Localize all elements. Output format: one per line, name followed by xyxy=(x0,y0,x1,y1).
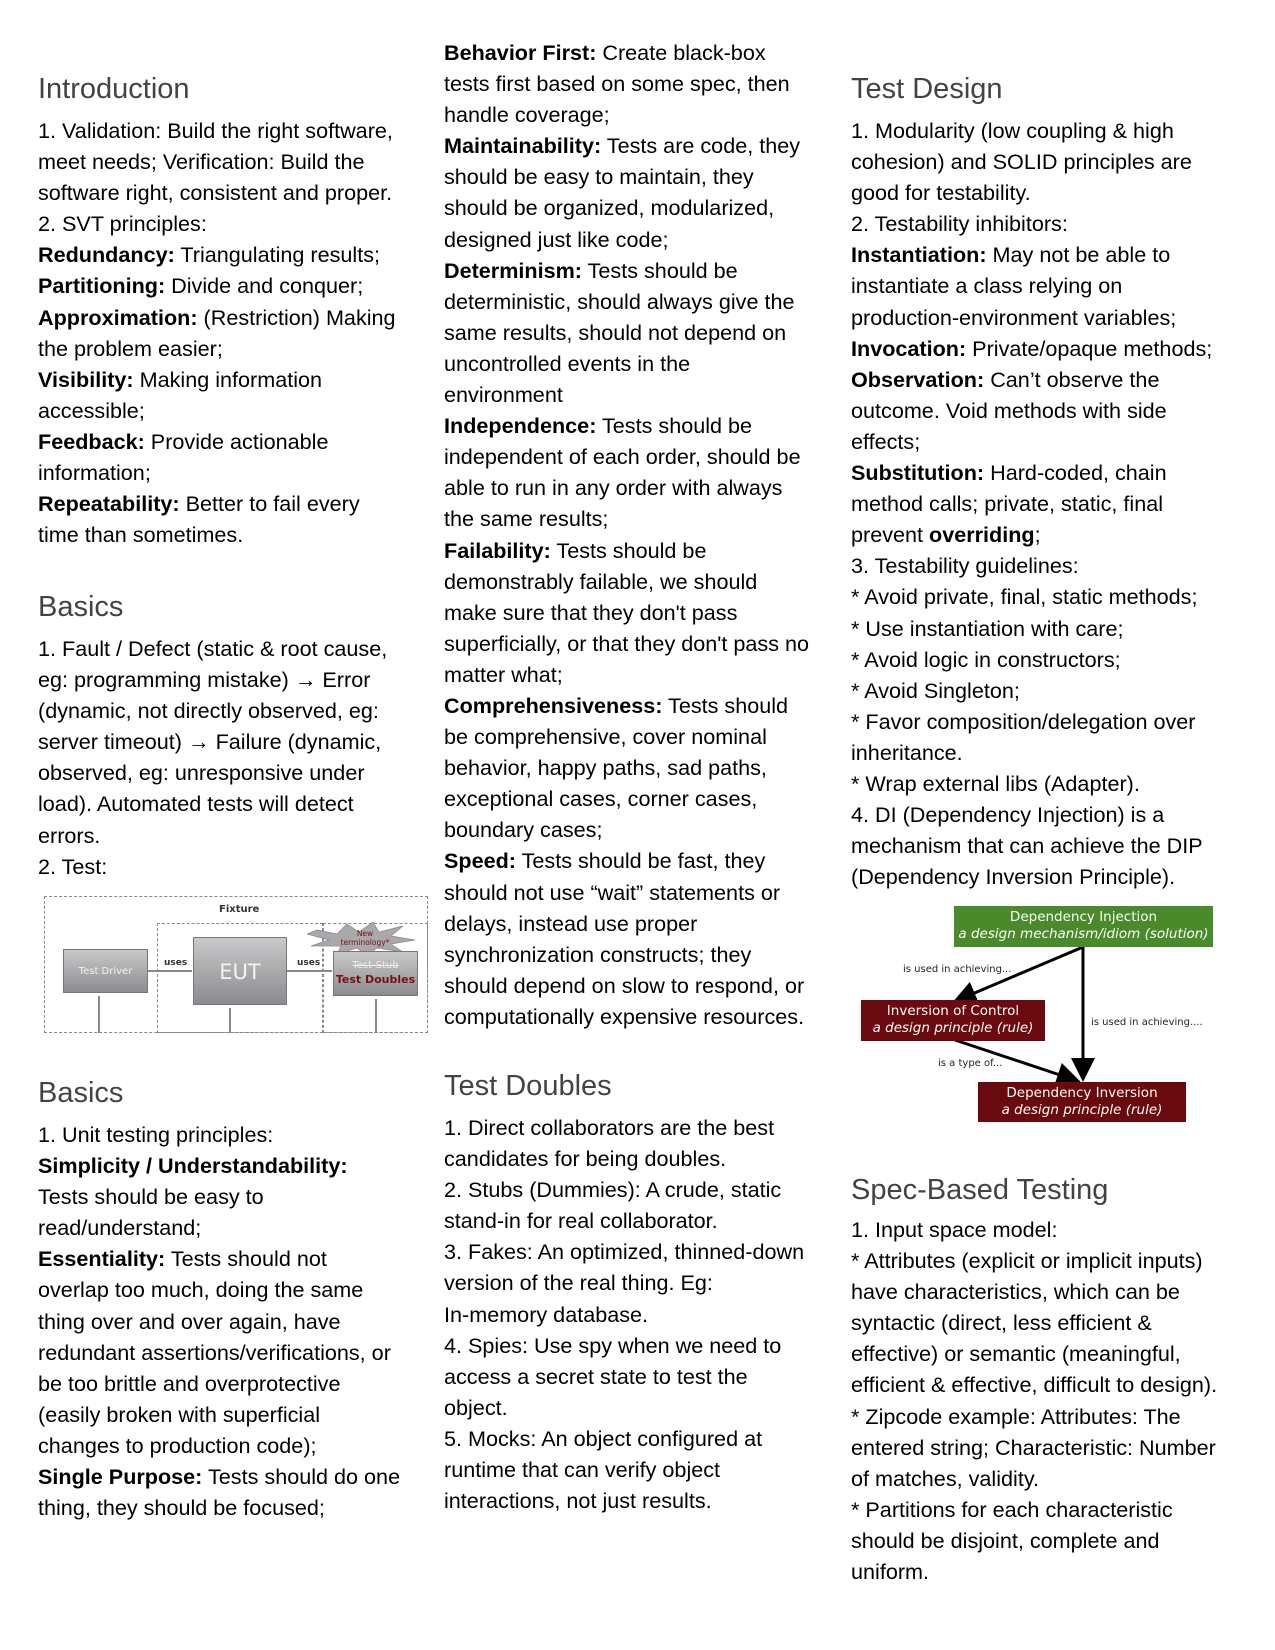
text-run: demonstrably failable, we should xyxy=(444,568,758,594)
text-line xyxy=(444,1112,804,1143)
text-run: Tests should be fast, they xyxy=(516,848,766,874)
text-run: * Favor composition/delegation over xyxy=(851,708,1196,734)
text-run: * Avoid logic in constructors; xyxy=(851,646,1121,672)
text-line xyxy=(38,519,396,550)
text-run: version of the real thing. Eg: xyxy=(444,1270,713,1296)
text-line xyxy=(444,37,809,68)
text-run: time than sometimes. xyxy=(38,522,244,548)
text-run: * Attributes (explicit or implicit inputs) xyxy=(851,1248,1203,1274)
text-run: 4. DI (Dependency Injection) is a xyxy=(851,802,1165,828)
ioc-box xyxy=(861,1000,1045,1041)
text-line xyxy=(38,146,396,177)
bold-term: Simplicity / Understandability: xyxy=(38,1153,348,1179)
bold-term: Approximation: xyxy=(38,304,198,330)
text-line xyxy=(444,161,809,192)
text-line xyxy=(38,1430,400,1461)
text-run: (Restriction) Making xyxy=(197,304,396,330)
text-line xyxy=(444,348,809,379)
text-line xyxy=(444,1174,804,1205)
text-run: computationally expensive resources. xyxy=(444,1003,805,1029)
text-run: prevent xyxy=(851,522,930,548)
text-line xyxy=(851,644,1212,675)
text-line xyxy=(38,239,396,270)
text-line xyxy=(444,1361,804,1392)
text-run: Tests are code, they xyxy=(601,133,801,159)
text-line xyxy=(851,1307,1217,1338)
text-line xyxy=(851,581,1212,612)
fixture-label: Fixture xyxy=(219,904,260,915)
text-run: 5. Mocks: An object configured at xyxy=(444,1425,763,1451)
edge-ioc-dip-label: is a type of... xyxy=(938,1058,1003,1069)
ioc-title: Inversion of Control xyxy=(886,1003,1020,1019)
text-line xyxy=(444,192,809,223)
bold-term: Speed: xyxy=(444,848,516,874)
text-run: effects; xyxy=(851,428,921,454)
text-run: should be organized, modularized, xyxy=(444,195,775,221)
text-run: thing, they should be focused; xyxy=(38,1495,325,1521)
uses-label-right: uses xyxy=(297,958,321,968)
text-line xyxy=(38,270,396,301)
burst-text xyxy=(335,929,395,947)
text-line xyxy=(851,239,1212,270)
text-run: exceptional cases, corner cases, xyxy=(444,786,758,812)
text-line xyxy=(38,664,387,695)
bold-term: Instantiation: xyxy=(851,242,987,268)
text-line xyxy=(444,690,809,721)
dip-title: Dependency Inversion xyxy=(1006,1085,1158,1101)
text-run: uniform. xyxy=(851,1559,930,1585)
text-run: able to run in any order with always xyxy=(444,475,783,501)
heading-basics-1: Basics xyxy=(38,591,124,623)
edge-di-dip-label: is used in achieving.... xyxy=(1091,1017,1203,1028)
text-line xyxy=(444,939,809,970)
text-line xyxy=(851,737,1212,768)
text-run: candidates for being doubles. xyxy=(444,1146,727,1172)
text-line xyxy=(38,208,396,239)
text-line xyxy=(851,457,1212,488)
text-line xyxy=(38,695,387,726)
text-run: * Partitions for each characteristic xyxy=(851,1496,1173,1522)
text-line xyxy=(851,1432,1217,1463)
text-line xyxy=(851,208,1212,239)
text-line xyxy=(38,1243,400,1274)
text-line xyxy=(444,845,809,876)
text-run: * Wrap external libs (Adapter). xyxy=(851,770,1140,796)
bold-term: Single Purpose: xyxy=(38,1464,203,1490)
ioc-subtitle: a design principle (rule) xyxy=(872,1020,1034,1036)
burst-line-2: terminology* xyxy=(340,938,390,947)
fixture-diagram xyxy=(44,896,428,1033)
arrow-up-double xyxy=(375,999,377,1033)
bold-term: Essentiality: xyxy=(38,1246,166,1272)
text-line xyxy=(851,1214,1217,1245)
arrow-driver-eut xyxy=(148,970,192,972)
di-box xyxy=(954,906,1213,947)
dip-subtitle: a design principle (rule) xyxy=(1001,1102,1163,1118)
text-run: access a secret state to test the xyxy=(444,1363,748,1389)
text-line xyxy=(851,395,1212,426)
text-line xyxy=(851,519,1212,550)
text-line xyxy=(851,799,1212,830)
text-run: 1. Fault / Defect (static & root cause, xyxy=(38,636,388,661)
text-run: read/understand; xyxy=(38,1215,202,1241)
text-run: 1. Unit testing principles: xyxy=(38,1122,274,1147)
text-line xyxy=(38,395,396,426)
text-run: 3. Fakes: An optimized, thinned-down xyxy=(444,1239,805,1265)
text-run: handle coverage; xyxy=(444,102,610,128)
text-run: should depend on slow to respond, or xyxy=(444,972,805,998)
text-line xyxy=(851,1463,1217,1494)
text-line xyxy=(444,659,809,690)
text-line xyxy=(851,1245,1217,1276)
introduction-body xyxy=(38,115,396,550)
text-line xyxy=(851,115,1212,146)
text-run: have characteristics, which can be xyxy=(851,1279,1180,1305)
text-line xyxy=(851,550,1212,581)
text-run: (easily broken with superficial xyxy=(38,1401,321,1427)
text-line xyxy=(851,177,1212,208)
text-run: Private/opaque methods; xyxy=(966,335,1213,361)
text-line xyxy=(444,472,809,503)
text-run: should not use “wait” statements or xyxy=(444,879,781,905)
text-line xyxy=(851,1401,1217,1432)
text-line xyxy=(444,1454,804,1485)
text-run: errors. xyxy=(38,822,101,848)
text-run: matter what; xyxy=(444,661,563,687)
text-run: interactions, not just results. xyxy=(444,1488,712,1514)
text-line xyxy=(444,1143,804,1174)
text-run: the same results; xyxy=(444,506,609,532)
text-run: entered string; Characteristic: Number xyxy=(851,1434,1216,1460)
text-line xyxy=(38,364,396,395)
text-run: uncontrolled events in the xyxy=(444,350,691,376)
text-line xyxy=(851,1494,1217,1525)
text-line xyxy=(444,379,809,410)
text-line xyxy=(444,224,809,255)
text-line xyxy=(851,1276,1217,1307)
text-line xyxy=(444,1485,804,1516)
text-line xyxy=(38,757,387,788)
text-run: method calls; private, static, final xyxy=(851,491,1164,517)
text-run: 3. Testability guidelines: xyxy=(851,553,1079,579)
bold-term: Invocation: xyxy=(851,335,967,361)
text-run: 2. Testability inhibitors: xyxy=(851,211,1068,237)
text-run: May not be able to xyxy=(986,242,1171,268)
text-line xyxy=(444,566,809,597)
text-line xyxy=(851,1556,1217,1587)
text-run: 1. Modularity (low coupling & high xyxy=(851,118,1174,143)
text-run: boundary cases; xyxy=(444,817,603,843)
text-run: effective) or semantic (meaningful, xyxy=(851,1341,1181,1367)
text-run: (Dependency Inversion Principle). xyxy=(851,864,1176,890)
bold-term: Partitioning: xyxy=(38,273,166,299)
text-run: of matches, validity. xyxy=(851,1465,1040,1491)
text-run: Tests should be xyxy=(550,537,707,563)
uses-label-left: uses xyxy=(164,958,188,968)
text-line xyxy=(444,1299,804,1330)
text-line xyxy=(38,633,387,664)
eut-box: EUT xyxy=(193,937,287,1005)
arrow-up-eut xyxy=(229,1008,231,1033)
test-doubles-label: Test Doubles xyxy=(335,973,416,986)
text-run: designed just like code; xyxy=(444,226,669,252)
text-line xyxy=(851,426,1212,457)
bold-term: Behavior First: xyxy=(444,40,597,65)
text-run: ; xyxy=(1034,522,1041,548)
heading-basics-2: Basics xyxy=(38,1077,124,1109)
heading-spec-based-testing: Spec-Based Testing xyxy=(851,1174,1109,1206)
text-line xyxy=(444,317,809,348)
bold-term: Determinism: xyxy=(444,257,582,283)
text-line xyxy=(444,441,809,472)
edge-di-ioc-label: is used in achieving... xyxy=(903,964,1012,975)
text-line xyxy=(38,177,396,208)
text-run: Tests should be xyxy=(582,257,738,283)
bold-term: Redundancy: xyxy=(38,242,175,268)
heading-introduction: Introduction xyxy=(38,73,190,105)
text-line xyxy=(444,752,809,783)
text-line xyxy=(444,130,809,161)
text-run: 1. Validation: Build the right software, xyxy=(38,118,393,143)
text-line xyxy=(444,255,809,286)
text-run: redundant assertions/verifications, or xyxy=(38,1339,391,1365)
text-run: Tests should be xyxy=(596,413,753,439)
text-line xyxy=(38,1119,400,1150)
text-line xyxy=(444,721,809,752)
text-line xyxy=(38,457,396,488)
text-run: accessible; xyxy=(38,397,145,423)
test-driver-box: Test Driver xyxy=(63,949,148,993)
text-run: Provide actionable xyxy=(144,428,329,454)
text-run: load). Automated tests will detect xyxy=(38,791,354,817)
text-run: Divide and conquer; xyxy=(165,273,364,299)
di-title: Dependency Injection xyxy=(1009,909,1158,925)
arrow-eut-double xyxy=(287,970,332,972)
text-run: 4. Spies: Use spy when we need to xyxy=(444,1332,782,1358)
di-subtitle: a design mechanism/idiom (solution) xyxy=(958,926,1209,942)
text-run: 1. Direct collaborators are the best xyxy=(444,1115,775,1140)
text-line xyxy=(38,1306,400,1337)
text-run: server timeout) → Failure (dynamic, xyxy=(38,729,382,755)
text-run: eg: programming mistake) → Error xyxy=(38,667,371,693)
text-line xyxy=(851,861,1212,892)
text-run: superficially, or that they don't pass no xyxy=(444,630,810,656)
bold-term: Comprehensiveness: xyxy=(444,692,663,718)
text-line xyxy=(851,1525,1217,1556)
text-run: runtime that can verify object xyxy=(444,1457,721,1483)
text-run: deterministic, should always give the xyxy=(444,288,795,314)
text-line xyxy=(38,1150,400,1181)
text-line xyxy=(851,364,1212,395)
text-run: Hard-coded, chain xyxy=(984,460,1167,486)
burst-line-1: New xyxy=(356,929,374,938)
text-line xyxy=(444,783,809,814)
text-run: make sure that they don't pass xyxy=(444,599,738,625)
text-run: cohesion) and SOLID principles are xyxy=(851,149,1192,175)
text-run: independent of each order, should be xyxy=(444,444,801,470)
text-run: 2. SVT principles: xyxy=(38,211,207,237)
text-line xyxy=(444,1236,804,1267)
text-line xyxy=(444,1330,804,1361)
basics-1-body xyxy=(38,633,387,882)
test-doubles-body xyxy=(444,1112,804,1516)
text-run: be too brittle and overprotective xyxy=(38,1370,341,1396)
text-run: overlap too much, doing the same xyxy=(38,1277,364,1303)
text-run: instantiate a class relying on xyxy=(851,273,1123,299)
text-line xyxy=(851,768,1212,799)
text-run: Tests should not xyxy=(165,1246,327,1272)
text-run: stand-in for real collaborator. xyxy=(444,1208,718,1234)
text-run: (dynamic, not directly observed, eg: xyxy=(38,698,379,724)
text-line xyxy=(444,68,809,99)
text-line xyxy=(444,1001,809,1032)
text-run: software right, consistent and proper. xyxy=(38,180,393,206)
text-line xyxy=(444,970,809,1001)
text-line xyxy=(851,146,1212,177)
text-line xyxy=(851,270,1212,301)
text-run: Tests should be easy to xyxy=(38,1184,264,1210)
text-line xyxy=(38,726,387,757)
text-line xyxy=(444,814,809,845)
text-line xyxy=(38,788,387,819)
text-run: * Avoid private, final, static methods; xyxy=(851,584,1198,610)
text-line xyxy=(851,830,1212,861)
text-run: same results, should not depend on xyxy=(444,319,787,345)
text-line xyxy=(444,503,809,534)
text-line xyxy=(851,613,1212,644)
text-run: observed, eg: unresponsive under xyxy=(38,760,365,786)
text-line xyxy=(38,115,396,146)
arrow-up-driver xyxy=(98,996,100,1033)
bold-term: Visibility: xyxy=(38,366,134,392)
principles-body xyxy=(444,37,809,1032)
bold-term: Failability: xyxy=(444,537,551,563)
di-diagram xyxy=(850,900,1270,1140)
text-line xyxy=(444,877,809,908)
text-line xyxy=(38,1274,400,1305)
text-run: delays, instead use proper xyxy=(444,910,698,936)
text-run: synchronization constructs; they xyxy=(444,941,752,967)
text-run: * Use instantiation with care; xyxy=(851,615,1124,641)
text-line xyxy=(851,302,1212,333)
text-line xyxy=(851,706,1212,737)
text-line xyxy=(851,1338,1217,1369)
bold-term: Observation: xyxy=(851,366,985,392)
text-run: Can’t observe the xyxy=(984,366,1160,392)
text-run: should be easy to maintain, they xyxy=(444,164,754,190)
text-run: Tests should xyxy=(662,692,789,718)
text-run: Triangulating results; xyxy=(174,242,381,268)
text-run: * Avoid Singleton; xyxy=(851,677,1020,703)
text-line xyxy=(444,535,809,566)
text-run: production-environment variables; xyxy=(851,304,1177,330)
text-run: should be disjoint, complete and xyxy=(851,1527,1160,1553)
text-line xyxy=(38,1399,400,1430)
text-line xyxy=(851,675,1212,706)
bold-term: Independence: xyxy=(444,413,597,439)
dip-box xyxy=(978,1082,1186,1122)
bold-term: Repeatability: xyxy=(38,491,180,517)
text-line xyxy=(38,488,396,519)
text-line xyxy=(38,1492,400,1523)
text-run: mechanism that can achieve the DIP xyxy=(851,833,1203,859)
bold-term: Feedback: xyxy=(38,428,145,454)
text-line xyxy=(38,820,387,851)
text-line xyxy=(38,302,396,333)
text-line xyxy=(444,1205,804,1236)
text-run: behavior, happy paths, sad paths, xyxy=(444,755,767,781)
text-run: 2. Test: xyxy=(38,853,108,879)
text-run: Create black-box xyxy=(596,40,766,65)
heading-test-design: Test Design xyxy=(851,73,1003,105)
text-line xyxy=(38,426,396,457)
text-line xyxy=(444,628,809,659)
text-line xyxy=(851,333,1212,364)
text-run: efficient & effective, difficult to design). xyxy=(851,1372,1218,1398)
text-line xyxy=(444,99,809,130)
text-line xyxy=(444,286,809,317)
text-run: object. xyxy=(444,1394,508,1420)
text-run: environment xyxy=(444,382,563,408)
text-line xyxy=(38,851,387,882)
text-line xyxy=(851,1369,1217,1400)
text-line xyxy=(444,908,809,939)
text-line xyxy=(38,1368,400,1399)
text-run: the problem easier; xyxy=(38,335,223,361)
text-run: be comprehensive, cover nominal xyxy=(444,724,767,750)
text-run: meet needs; Verification: Build the xyxy=(38,149,365,175)
test-doubles-box xyxy=(333,951,418,996)
text-run: syntactic (direct, less efficient & xyxy=(851,1310,1152,1336)
text-line xyxy=(38,1461,400,1492)
test-design-body xyxy=(851,115,1212,892)
text-run: changes to production code); xyxy=(38,1432,317,1458)
text-line xyxy=(444,597,809,628)
text-run: 1. Input space model: xyxy=(851,1217,1058,1242)
test-stub-label: Test-Stub xyxy=(352,960,399,971)
text-line xyxy=(444,1392,804,1423)
text-run: 2. Stubs (Dummies): A crude, static xyxy=(444,1177,782,1203)
text-line xyxy=(444,1423,804,1454)
text-run: Making information xyxy=(133,366,323,392)
text-run: * Zipcode example: Attributes: The xyxy=(851,1403,1181,1429)
text-line xyxy=(444,1267,804,1298)
basics-2-body xyxy=(38,1119,400,1523)
text-run: Tests should do one xyxy=(202,1464,401,1490)
spec-based-body xyxy=(851,1214,1217,1587)
bold-term: overriding xyxy=(929,522,1035,548)
bold-term: Substitution: xyxy=(851,460,985,486)
text-line xyxy=(851,488,1212,519)
bold-term: Maintainability: xyxy=(444,133,602,159)
text-run: good for testability. xyxy=(851,180,1031,206)
text-line xyxy=(38,1337,400,1368)
text-run: outcome. Void methods with side xyxy=(851,397,1167,423)
text-run: inheritance. xyxy=(851,739,963,765)
text-run: Better to fail every xyxy=(179,491,360,517)
text-run: In-memory database. xyxy=(444,1301,649,1327)
text-run: tests first based on some spec, then xyxy=(444,71,790,97)
text-line xyxy=(38,333,396,364)
text-line xyxy=(38,1212,400,1243)
text-run: thing over and over again, have xyxy=(38,1308,341,1334)
text-line xyxy=(38,1181,400,1212)
text-line xyxy=(444,410,809,441)
heading-test-doubles: Test Doubles xyxy=(444,1070,612,1102)
text-run: information; xyxy=(38,460,151,486)
